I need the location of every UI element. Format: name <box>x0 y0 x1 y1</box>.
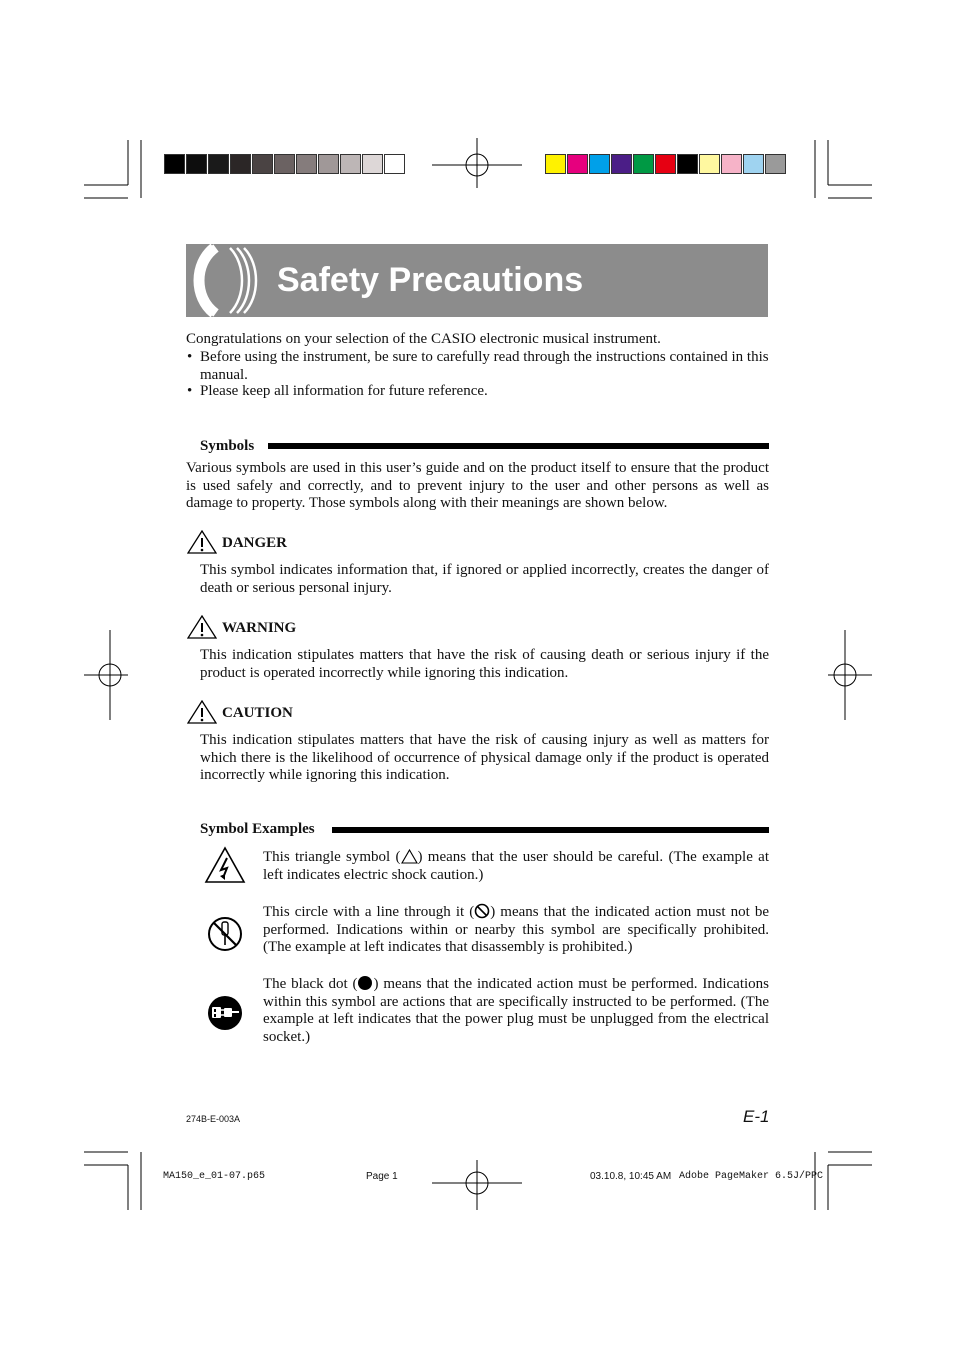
danger-warning-icon <box>187 530 217 554</box>
prohibition-icon <box>474 903 490 919</box>
circle-example-text: This circle with a line through it ( ) means that the indicated action must not be performed. Indications within or nearby this symbol are specifically prohibited. (The example at left indicates that disassembly is prohibited.) <box>263 904 769 955</box>
grayscale-swatch <box>252 154 273 174</box>
symbol-examples-rule <box>332 827 769 833</box>
unplug-icon <box>207 995 243 1031</box>
intro-bullet-marker: • <box>187 349 193 365</box>
symbol-examples-heading: Symbol Examples <box>200 821 315 837</box>
triangle-example-text: This triangle symbol ( ) means that the user should be careful. (The example at left indicates electric shock caution.) <box>263 849 769 883</box>
app-name: Adobe PageMaker 6.5J/PPC <box>679 1171 824 1182</box>
color-swatch <box>633 154 654 174</box>
danger-text: This symbol indicates information that, if ignored or applied incorrectly, creates the danger of death or serious personal injury. <box>200 562 769 596</box>
color-swatch <box>677 154 698 174</box>
grayscale-swatch <box>164 154 185 174</box>
page-title: Safety Precautions <box>277 261 584 299</box>
symbols-paragraph: Various symbols are used in this user’s guide and on the product itself to ensure that the product is used safely and correctly, and to prevent injury to the user and other persons as well as damage to property. Those symbols along with their meanings are shown below. <box>186 460 769 511</box>
color-swatch <box>545 154 566 174</box>
dot-example-text: The black dot ( ) means that the indicated action must be performed. Indications within this symbol are actions that are specifically instructed to be performed. (The example at left indicates that the power plug must be unplugged from the electrical socket.) <box>263 976 769 1045</box>
doc-code: 274B-E-003A <box>186 1114 241 1124</box>
color-swatch <box>743 154 764 174</box>
danger-label: DANGER <box>222 535 288 551</box>
warning-label: WARNING <box>222 620 297 636</box>
intro-line: Congratulations on your selection of the CASIO electronic musical instrument. <box>186 331 661 347</box>
color-swatch <box>611 154 632 174</box>
electric-shock-icon <box>204 846 246 884</box>
color-swatch <box>721 154 742 174</box>
caution-icon <box>187 700 217 724</box>
grayscale-bar <box>164 154 406 176</box>
page-indicator: Page 1 <box>366 1171 398 1182</box>
grayscale-swatch <box>296 154 317 174</box>
grayscale-swatch <box>230 154 251 174</box>
color-swatch <box>765 154 786 174</box>
caution-label: CAUTION <box>222 705 293 721</box>
intro-bullet-1: Before using the instrument, be sure to carefully read through the instructions contained in this manual. <box>200 349 769 383</box>
color-bar <box>545 154 787 176</box>
grayscale-swatch <box>208 154 229 174</box>
color-swatch <box>655 154 676 174</box>
grayscale-swatch <box>318 154 339 174</box>
grayscale-swatch <box>384 154 405 174</box>
intro-bullet-2: Please keep all information for future reference. <box>200 383 488 399</box>
caution-text: This indication stipulates matters that have the risk of causing injury as well as matters for which there is the likelihood of occurrence of physical damage only if the product is operated incorrectly while ignoring this indication. <box>200 732 769 783</box>
warning-icon <box>187 615 217 639</box>
triangle-icon <box>401 849 418 864</box>
color-swatch <box>567 154 588 174</box>
warning-text: This indication stipulates matters that have the risk of causing death or serious injury if the product is operated incorrectly while ignoring this indication. <box>200 647 769 681</box>
grayscale-swatch <box>340 154 361 174</box>
page-number: E-1 <box>743 1107 770 1126</box>
intro-bullet-marker: • <box>187 383 193 399</box>
file-name: MA150_e_01-07.p65 <box>163 1171 266 1182</box>
color-swatch <box>589 154 610 174</box>
no-disassembly-icon <box>207 916 243 952</box>
grayscale-swatch <box>186 154 207 174</box>
grayscale-swatch <box>274 154 295 174</box>
timestamp: 03.10.8, 10:45 AM <box>590 1171 672 1182</box>
symbols-heading-rule <box>268 443 769 449</box>
grayscale-swatch <box>362 154 383 174</box>
banner-bracket-icon <box>190 244 262 317</box>
symbols-heading: Symbols <box>200 438 255 454</box>
black-dot-icon <box>357 975 373 991</box>
color-swatch <box>699 154 720 174</box>
